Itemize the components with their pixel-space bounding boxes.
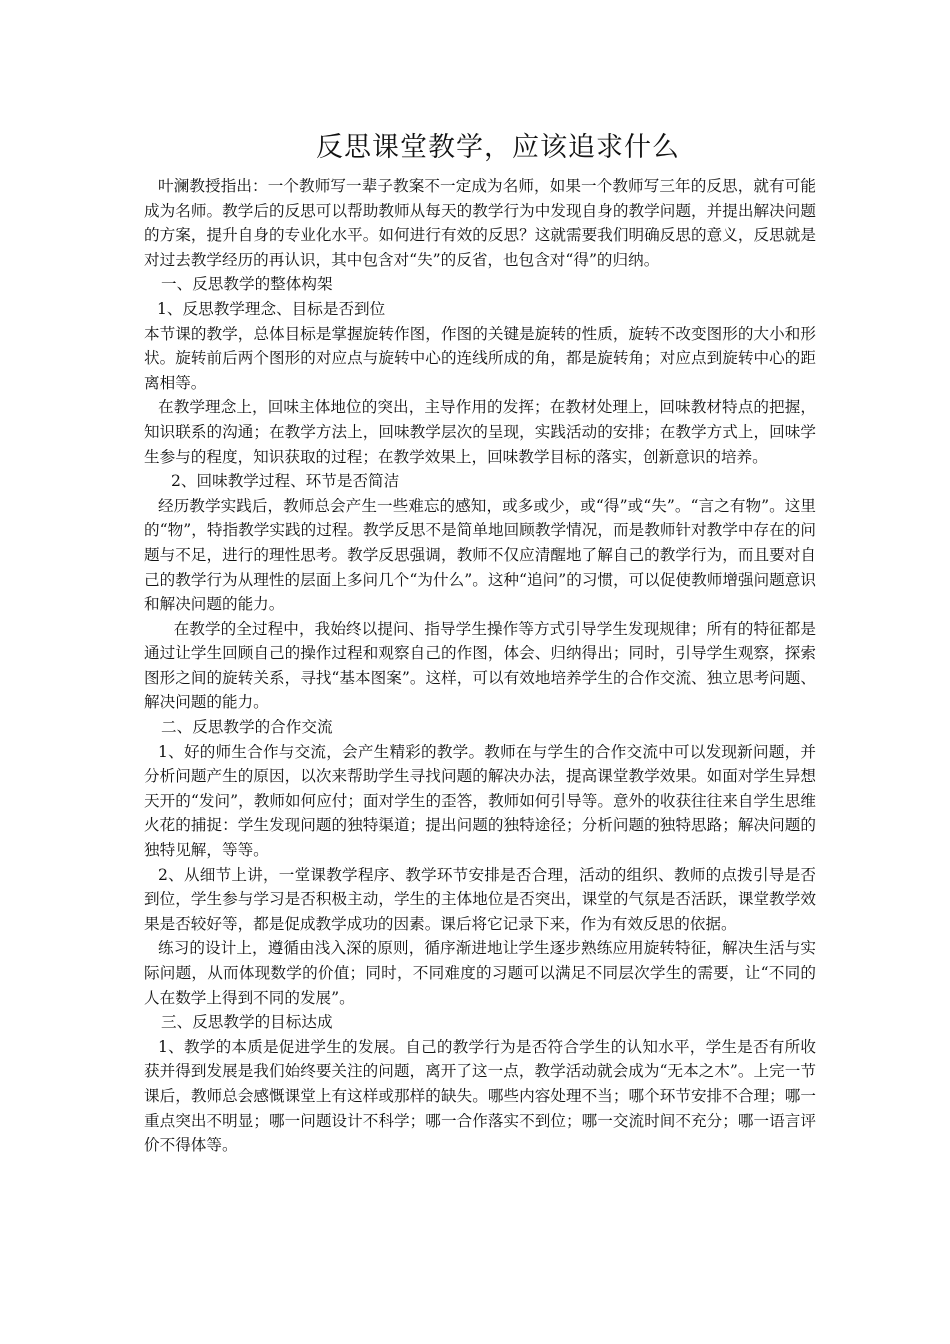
section-1-2-paragraph-2: 在教学的全过程中，我始终以提问、指导学生操作等方式引导学生发现规律；所有的特征都是通过让学生回顾自己的操作过程和观察自己的作图，体会、归纳得出；同时，引导学生观察，探索图形之间的旋转关系，寻找“基本图案”。这样，可以有效地培养学生的合作交流、独立思考问题、解决问题的能力。 xyxy=(144,619,816,712)
section-2-heading: 二、反思教学的合作交流 xyxy=(161,718,333,737)
document-body xyxy=(144,128,816,1158)
section-1-1-heading: 1、反思教学理念、目标是否到位 xyxy=(157,299,386,318)
section-3-paragraph-1: 1、教学的本质是促进学生的发展。自己的教学行为是否符合学生的认知水平，学生是否有所收获并得到发展是我们始终要关注的问题，离开了这一点，教学活动就会成为“无本之木”。上完一节课后，教师总会感慨课堂上有这样或那样的缺失。哪些内容处理不当；哪个环节安排不合理；哪一重点突出不明显；哪一问题设计不科学；哪一合作落实不到位；哪一交流时间不充分；哪一语言评价不得体等。 xyxy=(144,1037,816,1155)
section-1-heading: 一、反思教学的整体构架 xyxy=(161,275,333,294)
section-1-2-heading: 2、回味教学过程、环节是否简洁 xyxy=(171,472,400,491)
section-2-paragraph-2: 2、从细节上讲，一堂课教学程序、教学环节安排是否合理，活动的组织、教师的点拨引导是否到位，学生参与学习是否积极主动，学生的主体地位是否突出，课堂的气氛是否活跃，课堂教学效果是否较好等，都是促成教学成功的因素。课后将它记录下来，作为有效反思的依据。 xyxy=(144,865,816,933)
section-1-1-paragraph-2: 在教学理念上，回味主体地位的突出，主导作用的发挥；在教材处理上，回味教材特点的把握，知识联系的沟通；在教学方法上，回味教学层次的呈现，实践活动的安排；在教学方式上，回味学生参与的程度，知识获取的过程；在教学效果上，回味教学目标的落实，创新意识的培养。 xyxy=(144,398,816,466)
section-1-2-paragraph-1: 经历教学实践后，教师总会产生一些难忘的感知，或多或少，或“得”或“失”。“言之有物”。这里的“物”，特指教学实践的过程。教学反思不是简单地回顾教学情况，而是教师针对教学中存在的问题与不足，进行的理性思考。教学反思强调，教师不仅应清醒地了解自己的教学行为，而且要对自己的教学行为从理性的层面上多问几个“为什么”。这种“追问”的习惯，可以促使教师增强问题意识和解决问题的能力。 xyxy=(144,496,816,614)
section-1-1-paragraph-1: 本节课的教学，总体目标是掌握旋转作图，作图的关键是旋转的性质，旋转不改变图形的大小和形状。旋转前后两个图形的对应点与旋转中心的连线所成的角，都是旋转角；对应点到旋转中心的距离相等。 xyxy=(144,324,816,392)
intro-paragraph: 叶澜教授指出：一个教师写一辈子教案不一定成为名师，如果一个教师写三年的反思，就有可能成为名师。教学后的反思可以帮助教师从每天的教学行为中发现自身的教学问题，并提出解决问题的方案，提升自身的专业化水平。如何进行有效的反思？这就需要我们明确反思的意义，反思就是对过去教学经历的再认识，其中包含对“失”的反省，也包含对“得”的归纳。 xyxy=(144,177,816,269)
document-title: 反思课堂教学，应该追求什么 xyxy=(316,132,680,163)
section-2-paragraph-1: 1、好的师生合作与交流，会产生精彩的教学。教师在与学生的合作交流中可以发现新问题，并分析问题产生的原因，以次来帮助学生寻找问题的解决办法，提高课堂教学效果。如面对学生异想天开的“发问”，教师如何应付；面对学生的歪答，教师如何引导等。意外的收获往往来自学生思维火花的捕捉：学生发现问题的独特渠道；提出问题的独特途径；分析问题的独特思路；解决问题的独特见解，等等。 xyxy=(144,742,816,860)
section-3-heading: 三、反思教学的目标达成 xyxy=(161,1013,333,1032)
section-2-paragraph-3: 练习的设计上，遵循由浅入深的原则，循序渐进地让学生逐步熟练应用旋转特征，解决生活与实际问题，从而体现数学的价值；同时，不同难度的习题可以满足不同层次学生的需要，让“不同的人在数学上得到不同的发展”。 xyxy=(144,939,816,1007)
